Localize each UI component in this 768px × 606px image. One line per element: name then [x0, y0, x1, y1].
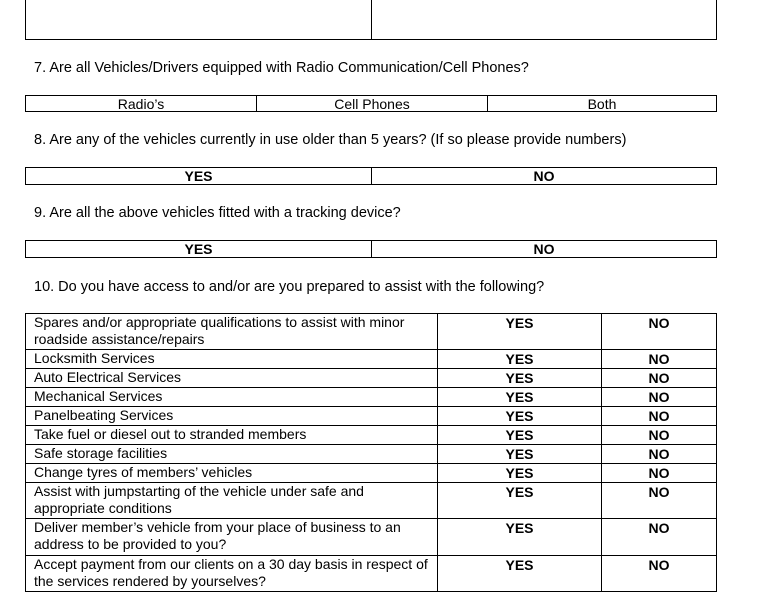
table-row: [26, 369, 717, 388]
no-cell[interactable]: NO: [602, 556, 717, 592]
service-label: Deliver member’s vehicle from your place of business to an address to be provided to you?: [26, 519, 438, 556]
service-label: Assist with jumpstarting of the vehicle under safe and appropriate conditions: [26, 483, 438, 519]
question-8-text: 8. Are any of the vehicles currently in use older than 5 years? (If so please provide numbers): [34, 132, 627, 148]
table-row: [26, 556, 717, 592]
no-cell[interactable]: NO: [602, 407, 717, 426]
q9-no-cell[interactable]: NO: [372, 241, 717, 258]
table-row: [26, 314, 717, 350]
q9-yes-cell[interactable]: YES: [26, 241, 372, 258]
no-cell[interactable]: NO: [602, 388, 717, 407]
service-label: Safe storage facilities: [26, 445, 438, 464]
no-cell[interactable]: NO: [602, 314, 717, 350]
table-row: [26, 407, 717, 426]
table-row: [26, 445, 717, 464]
option-radios[interactable]: Radio’s: [26, 96, 257, 112]
yes-cell[interactable]: YES: [438, 350, 602, 369]
yes-cell[interactable]: YES: [438, 388, 602, 407]
no-cell[interactable]: NO: [602, 426, 717, 445]
table-row: [26, 388, 717, 407]
question-9-text: 9. Are all the above vehicles fitted with a tracking device?: [34, 205, 401, 221]
service-label: Change tyres of members’ vehicles: [26, 464, 438, 483]
no-cell[interactable]: NO: [602, 464, 717, 483]
service-label: Accept payment from our clients on a 30 day basis in respect of the services rendered by yourselves?: [26, 556, 438, 592]
option-cell-phones[interactable]: Cell Phones: [257, 96, 488, 112]
yes-cell[interactable]: YES: [438, 464, 602, 483]
question-7-text: 7. Are all Vehicles/Drivers equipped with Radio Communication/Cell Phones?: [34, 60, 529, 76]
previous-answer-cell-2[interactable]: [372, 0, 717, 40]
option-both[interactable]: Both: [488, 96, 717, 112]
q8-yes-cell[interactable]: YES: [26, 168, 372, 185]
no-cell[interactable]: NO: [602, 519, 717, 556]
yes-cell[interactable]: YES: [438, 426, 602, 445]
services-table: [25, 313, 717, 592]
table-row: [26, 483, 717, 519]
question-10-text: 10. Do you have access to and/or are you prepared to assist with the following?: [34, 279, 545, 295]
service-label: Spares and/or appropriate qualifications to assist with minor roadside assistance/repairs: [26, 314, 438, 350]
service-label: Auto Electrical Services: [26, 369, 438, 388]
service-label: Panelbeating Services: [26, 407, 438, 426]
no-cell[interactable]: NO: [602, 350, 717, 369]
previous-answer-table: [25, 0, 717, 40]
table-row: [26, 350, 717, 369]
yes-cell[interactable]: YES: [438, 519, 602, 556]
table-row: [26, 464, 717, 483]
no-cell[interactable]: NO: [602, 445, 717, 464]
yes-cell[interactable]: YES: [438, 407, 602, 426]
no-cell[interactable]: NO: [602, 483, 717, 519]
q8-no-cell[interactable]: NO: [372, 168, 717, 185]
question-7-options: [25, 95, 717, 112]
yes-cell[interactable]: YES: [438, 314, 602, 350]
service-label: Take fuel or diesel out to stranded members: [26, 426, 438, 445]
yes-cell[interactable]: YES: [438, 369, 602, 388]
question-9-answers: [25, 240, 717, 258]
service-label: Locksmith Services: [26, 350, 438, 369]
previous-answer-cell-1[interactable]: [26, 0, 372, 40]
yes-cell[interactable]: YES: [438, 483, 602, 519]
table-row: [26, 426, 717, 445]
no-cell[interactable]: NO: [602, 369, 717, 388]
service-label: Mechanical Services: [26, 388, 438, 407]
table-row: [26, 519, 717, 556]
yes-cell[interactable]: YES: [438, 556, 602, 592]
question-8-answers: [25, 167, 717, 185]
yes-cell[interactable]: YES: [438, 445, 602, 464]
